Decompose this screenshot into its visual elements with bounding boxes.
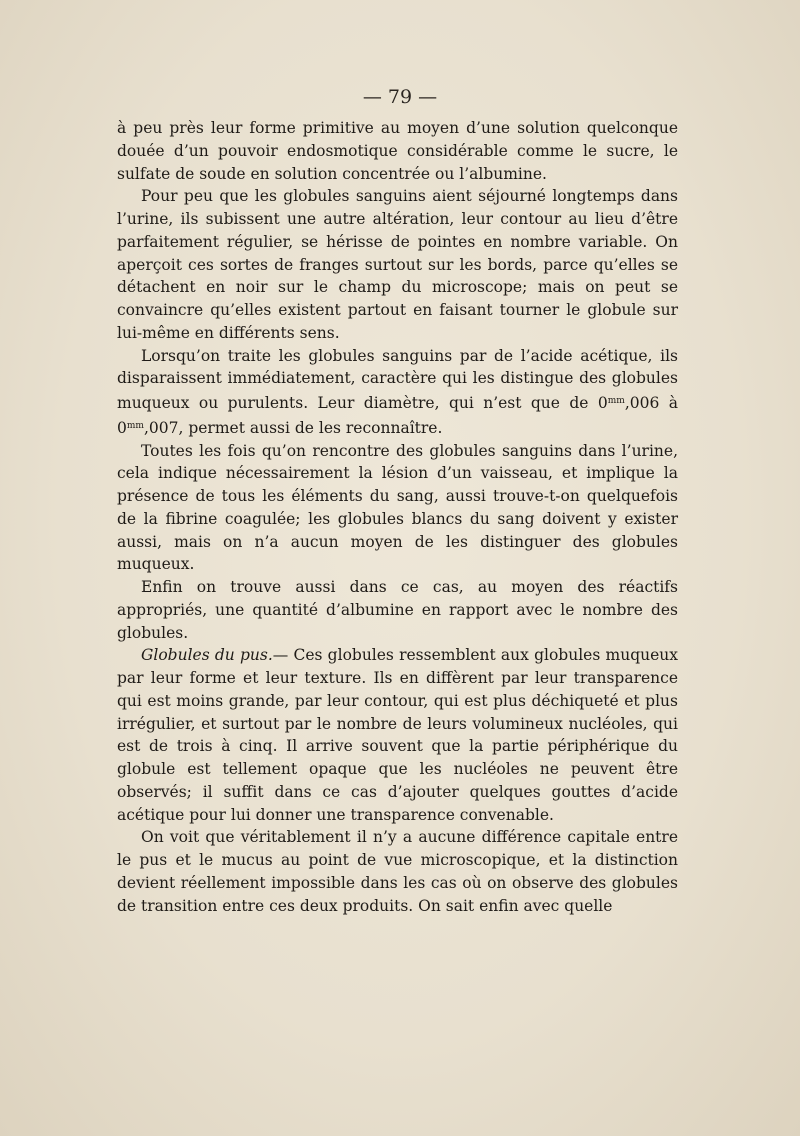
- paragraph-1: à peu près leur forme primitive au moyen d’une solution quelconque douée d’un pouvoir endosmotique considérable comme le sucre, le sulfate de soude en solution concentrée ou l’albumine.: [117, 119, 678, 183]
- section-lead-globules-du-pus: Globules du pus.: [141, 646, 273, 665]
- paragraph-6: [117, 644, 678, 826]
- body-text: [117, 117, 678, 917]
- paragraph-3: [117, 345, 678, 440]
- paragraph-7: On voit que véritablement il n’y a aucune différence capitale entre le pus et le mucus au point de vue microscopique, et la distinction devient réellement impossible dans les cas où on observe des globules de transition entre ces deux produits. On sait enfin avec quelle: [117, 828, 678, 915]
- unit-superscript-1: mm: [607, 396, 625, 406]
- unit-superscript-2: mm: [126, 420, 144, 431]
- page-number: — 79 —: [362, 86, 438, 108]
- paragraph-2: Pour peu que les globules sanguins aient séjourné longtemps dans l’urine, ils subissent une autre altération, leur contour au lieu d’être parfaitement régulier, se hérisse de pointes en nombre variable. On aperçoit ces sortes de franges surtout sur les bords, parce qu’elles se détachent en noir sur le champ du microscope; mais on peut se convaincre qu’elles existent partout en faisant tourner le globule sur lui-même en différents sens.: [117, 187, 678, 342]
- paragraph-3-after: ,007, permet aussi de les reconnaître.: [143, 418, 443, 437]
- paragraph-3-middle: ,006 à 0: [117, 394, 678, 437]
- paragraph-5: Enfin on trouve aussi dans ce cas, au moyen des réactifs appropriés, une quantité d’albumine en rapport avec le nombre des globules.: [117, 578, 678, 642]
- paragraph-3-before: Lorsqu’on traite les globules sanguins par de l’acide acétique, ils disparaissent immédiatement, caractère qui les distingue des globules muqueux ou purulents. Leur diamètre, qui n’est que de 0: [117, 346, 678, 412]
- paragraph-4: Toutes les fois qu’on rencontre des globules sanguins dans l’urine, cela indique nécessairement la lésion d’un vaisseau, et implique la présence de tous les éléments du sang, aussi trouve-t-on quelquefois de la fibrine coagulée; les globules blancs du sang doivent y exister aussi, mais on n’a aucun moyen de les distinguer des globules muqueux.: [117, 441, 678, 574]
- paragraph-6-text: — Ces globules ressemblent aux globules muqueux par leur forme et leur texture. Ils en diffèrent par leur transparence qui est moins grande, par leur contour, qui est plus déchiqueté et plus irrégulier, et surtout par le nombre de leurs volumineux nucléoles, qui est de trois à cinq. Il arrive souvent que la partie périphérique du globule est tellement opaque que les nucléoles ne peuvent être observés; il suffit dans ce cas d’ajouter quelques gouttes d’acide acétique pour lui donner une transparence convenable.: [117, 646, 678, 824]
